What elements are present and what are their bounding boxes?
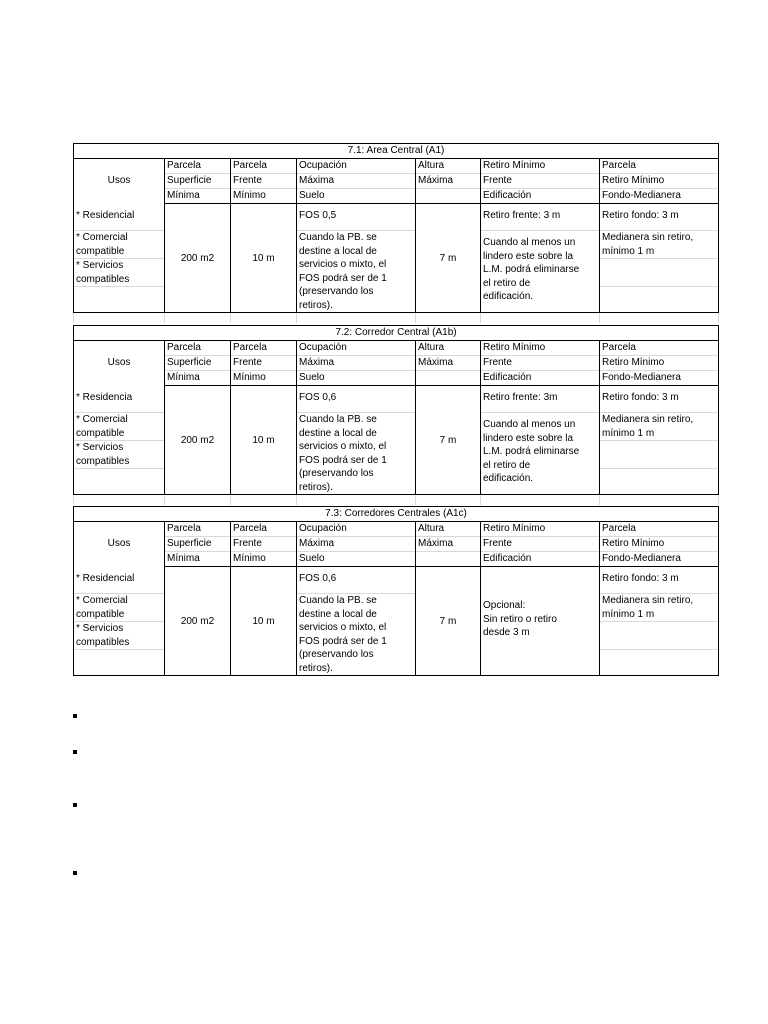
- table-title-row: [74, 326, 719, 341]
- table-header-row: [74, 356, 719, 371]
- spacer-cell: [600, 313, 719, 324]
- header-ocupacion: Máxima: [297, 537, 416, 552]
- bullet-marker: [73, 750, 77, 754]
- retiro-fondo-line: Retiro fondo: 3 m: [602, 573, 679, 584]
- header-retiro-fondo: Parcela: [600, 341, 719, 356]
- header-retiro-fondo: Retiro Mínimo: [600, 356, 719, 371]
- ocupacion-line: (preservando los: [299, 286, 374, 297]
- retiro-fondo-cell: [600, 204, 719, 313]
- spacer-cell: [74, 313, 165, 324]
- header-superficie: Parcela: [165, 522, 231, 537]
- table-data-row: [74, 386, 719, 495]
- ocupacion-cell: [297, 386, 416, 495]
- usos-cell: [74, 204, 165, 313]
- retiro-frente-line: lindero este sobre la: [483, 432, 574, 444]
- header-superficie: Superficie: [165, 174, 231, 189]
- zoning-table: [73, 143, 719, 323]
- superficie-value: 200 m2: [180, 435, 215, 446]
- altura-value: 7 m: [439, 435, 457, 446]
- usos-cell: [74, 567, 165, 676]
- spacer-cell: [481, 495, 600, 506]
- frente-cell: [231, 386, 297, 495]
- altura-value: 7 m: [439, 616, 457, 627]
- header-superficie: Mínima: [165, 189, 231, 204]
- retiro-fondo-line: Medianera sin retiro,: [602, 595, 694, 606]
- retiro-frente-line: L.M. podrá eliminarse: [483, 264, 580, 275]
- header-ocupacion: Suelo: [297, 552, 416, 567]
- header-retiro-fondo: Parcela: [600, 159, 719, 174]
- header-frente: Parcela: [231, 341, 297, 356]
- header-ocupacion: Máxima: [297, 356, 416, 371]
- table-title-row: [74, 507, 719, 522]
- usos-line: * Comercial: [76, 231, 128, 243]
- superficie-cell: [165, 567, 231, 676]
- header-frente: Frente: [231, 174, 297, 189]
- retiro-fondo-cell: [600, 386, 719, 495]
- spacer-cell: [600, 495, 719, 506]
- retiro-frente-line: edificación.: [483, 291, 534, 302]
- table-spacer-row: [74, 495, 719, 506]
- ocupacion-line: servicios o mixto, el: [299, 259, 387, 270]
- spacer-cell: [165, 495, 231, 506]
- usos-line: * Comercial: [76, 594, 128, 606]
- superficie-value: 200 m2: [180, 253, 215, 264]
- header-retiro-frente: Frente: [481, 174, 600, 189]
- header-superficie: Mínima: [165, 371, 231, 386]
- header-retiro-fondo: Fondo-Medianera: [600, 371, 719, 386]
- table-header-row: [74, 371, 719, 386]
- ocupacion-line: FOS podrá ser de 1: [299, 272, 387, 284]
- header-retiro-fondo: Parcela: [600, 522, 719, 537]
- retiro-frente-line: Cuando al menos un: [483, 237, 576, 248]
- retiro-fondo-line: mínimo 1 m: [602, 246, 655, 257]
- ocupacion-line: destine a local de: [299, 427, 377, 439]
- header-frente: Parcela: [231, 522, 297, 537]
- superficie-cell: [165, 204, 231, 313]
- frente-cell: [231, 567, 297, 676]
- spacer-cell: [416, 313, 481, 324]
- retiro-fondo-cell: [600, 567, 719, 676]
- ocupacion-line: FOS podrá ser de 1: [299, 454, 387, 466]
- table-title-row: [74, 144, 719, 159]
- header-altura: Altura: [416, 522, 481, 537]
- header-altura: [416, 189, 481, 204]
- retiro-frente-cell: [481, 386, 600, 495]
- header-ocupacion: Suelo: [297, 371, 416, 386]
- header-superficie: Parcela: [165, 341, 231, 356]
- altura-cell: [416, 204, 481, 313]
- ocupacion-line: destine a local de: [299, 608, 377, 620]
- spacer-cell: [165, 313, 231, 324]
- header-frente: Mínimo: [231, 371, 297, 386]
- retiro-fondo-line: Medianera sin retiro,: [602, 232, 694, 243]
- table-spacer-row: [74, 313, 719, 324]
- spacer-cell: [231, 313, 297, 324]
- table-header-row: [74, 159, 719, 174]
- ocupacion-line: (preservando los: [299, 649, 374, 660]
- ocupacion-line: retiros).: [299, 299, 333, 311]
- table-title: 7.3: Corredores Centrales (A1c): [74, 507, 719, 522]
- retiro-fondo-line: mínimo 1 m: [602, 428, 655, 439]
- table-title: 7.1: Area Central (A1): [74, 144, 719, 159]
- header-usos: Usos: [74, 341, 165, 386]
- ocupacion-line: servicios o mixto, el: [299, 441, 387, 452]
- header-altura: Máxima: [416, 174, 481, 189]
- ocupacion-line: Cuando la PB. se: [299, 232, 377, 243]
- header-retiro-fondo: Retiro Mínimo: [600, 537, 719, 552]
- retiro-frente-line: lindero este sobre la: [483, 250, 574, 262]
- usos-line: compatibles: [76, 636, 130, 648]
- header-altura: Altura: [416, 341, 481, 356]
- spacer-cell: [297, 495, 416, 506]
- retiro-fondo-line: Retiro fondo: 3 m: [602, 210, 679, 221]
- header-ocupacion: Suelo: [297, 189, 416, 204]
- header-retiro-frente: Edificación: [481, 189, 600, 204]
- table-data-row: [74, 567, 719, 676]
- table-header-row: [74, 537, 719, 552]
- retiro-frente-line: el retiro de: [483, 277, 531, 289]
- retiro-frente-cell: [481, 204, 600, 313]
- header-retiro-frente: Retiro Mínimo: [481, 159, 600, 174]
- header-frente: Frente: [231, 537, 297, 552]
- ocupacion-line: servicios o mixto, el: [299, 622, 387, 633]
- usos-line: compatible: [76, 245, 125, 257]
- zoning-table: [73, 506, 719, 676]
- spacer-cell: [297, 313, 416, 324]
- retiro-frente-line: Opcional:: [483, 600, 526, 611]
- usos-line: * Servicios: [76, 441, 124, 453]
- retiro-frente-line: el retiro de: [483, 459, 531, 471]
- retiro-frente-line: L.M. podrá eliminarse: [483, 446, 580, 457]
- spacer-cell: [416, 495, 481, 506]
- usos-line: compatible: [76, 427, 125, 439]
- bullet-marker: [73, 803, 77, 807]
- table-header-row: [74, 552, 719, 567]
- header-retiro-frente: Edificación: [481, 552, 600, 567]
- ocupacion-cell: [297, 567, 416, 676]
- header-frente: Frente: [231, 356, 297, 371]
- header-retiro-frente: Frente: [481, 537, 600, 552]
- altura-cell: [416, 567, 481, 676]
- ocupacion-line: FOS 0,6: [299, 573, 337, 584]
- usos-line: compatible: [76, 608, 125, 620]
- usos-line: * Comercial: [76, 413, 128, 425]
- retiro-frente-line: Sin retiro o retiro: [483, 613, 557, 625]
- header-usos: Usos: [74, 522, 165, 567]
- superficie-value: 200 m2: [180, 616, 215, 627]
- ocupacion-line: retiros).: [299, 481, 333, 493]
- spacer-cell: [74, 495, 165, 506]
- header-altura: [416, 371, 481, 386]
- table-title: 7.2: Corredor Central (A1b): [74, 326, 719, 341]
- header-retiro-frente: Edificación: [481, 371, 600, 386]
- retiro-fondo-line: Medianera sin retiro,: [602, 414, 694, 425]
- ocupacion-line: retiros).: [299, 662, 333, 674]
- header-retiro-fondo: Fondo-Medianera: [600, 552, 719, 567]
- header-retiro-frente: Retiro Mínimo: [481, 341, 600, 356]
- bullet-marker: [73, 871, 77, 875]
- header-ocupacion: Máxima: [297, 174, 416, 189]
- usos-line: * Servicios: [76, 259, 124, 271]
- ocupacion-line: FOS 0,6: [299, 392, 337, 403]
- header-altura: Altura: [416, 159, 481, 174]
- frente-value: 10 m: [252, 253, 275, 264]
- ocupacion-line: Cuando la PB. se: [299, 595, 377, 606]
- usos-line: compatibles: [76, 273, 130, 285]
- header-retiro-frente: Frente: [481, 356, 600, 371]
- frente-cell: [231, 204, 297, 313]
- retiro-frente-line: desde 3 m: [483, 627, 530, 638]
- ocupacion-line: FOS 0,5: [299, 210, 337, 221]
- usos-line: * Residencial: [76, 572, 135, 584]
- bullet-marker: [73, 714, 77, 718]
- header-usos: Usos: [74, 159, 165, 204]
- header-frente: Mínimo: [231, 189, 297, 204]
- retiro-fondo-line: Retiro fondo: 3 m: [602, 392, 679, 403]
- usos-cell: [74, 386, 165, 495]
- usos-line: compatibles: [76, 455, 130, 467]
- header-altura: [416, 552, 481, 567]
- header-altura: Máxima: [416, 356, 481, 371]
- ocupacion-line: Cuando la PB. se: [299, 414, 377, 425]
- table-header-row: [74, 341, 719, 356]
- frente-value: 10 m: [252, 616, 275, 627]
- ocupacion-line: (preservando los: [299, 468, 374, 479]
- table-header-row: [74, 189, 719, 204]
- header-ocupacion: Ocupación: [297, 341, 416, 356]
- zoning-table: [73, 325, 719, 505]
- header-ocupacion: Ocupación: [297, 522, 416, 537]
- superficie-cell: [165, 386, 231, 495]
- header-superficie: Superficie: [165, 537, 231, 552]
- header-ocupacion: Ocupación: [297, 159, 416, 174]
- table-data-row: [74, 204, 719, 313]
- retiro-fondo-line: mínimo 1 m: [602, 609, 655, 620]
- header-frente: Parcela: [231, 159, 297, 174]
- retiro-frente-cell: [481, 567, 600, 676]
- header-superficie: Superficie: [165, 356, 231, 371]
- frente-value: 10 m: [252, 435, 275, 446]
- usos-line: * Residencia: [76, 391, 133, 403]
- retiro-frente-line: Retiro frente: 3 m: [483, 210, 561, 221]
- retiro-frente-line: Retiro frente: 3m: [483, 392, 558, 403]
- altura-cell: [416, 386, 481, 495]
- ocupacion-line: destine a local de: [299, 245, 377, 257]
- table-header-row: [74, 522, 719, 537]
- retiro-frente-line: edificación.: [483, 473, 534, 484]
- table-header-row: [74, 174, 719, 189]
- header-superficie: Mínima: [165, 552, 231, 567]
- header-altura: Máxima: [416, 537, 481, 552]
- ocupacion-line: FOS podrá ser de 1: [299, 635, 387, 647]
- spacer-cell: [231, 495, 297, 506]
- header-retiro-fondo: Retiro Mínimo: [600, 174, 719, 189]
- spacer-cell: [481, 313, 600, 324]
- header-frente: Mínimo: [231, 552, 297, 567]
- altura-value: 7 m: [439, 253, 457, 264]
- header-retiro-fondo: Fondo-Medianera: [600, 189, 719, 204]
- usos-line: * Servicios: [76, 622, 124, 634]
- header-superficie: Parcela: [165, 159, 231, 174]
- retiro-frente-line: Cuando al menos un: [483, 419, 576, 430]
- ocupacion-cell: [297, 204, 416, 313]
- usos-line: * Residencial: [76, 209, 135, 221]
- header-retiro-frente: Retiro Mínimo: [481, 522, 600, 537]
